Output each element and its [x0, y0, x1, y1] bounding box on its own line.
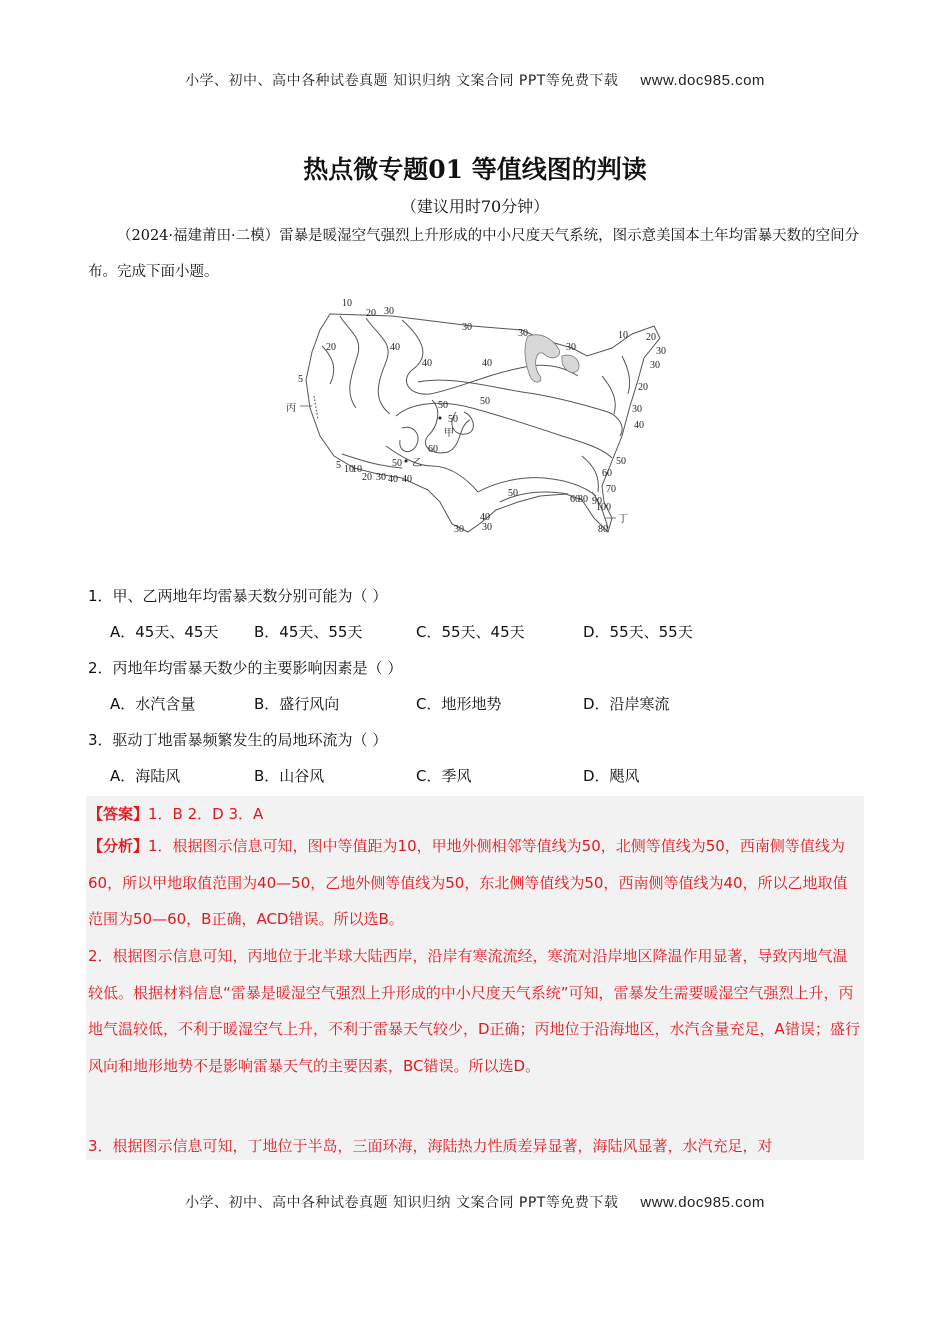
isoline-value-label: 10 [344, 464, 354, 475]
header-site-link[interactable]: www.doc985.com [640, 72, 765, 89]
isoline-value-label: 30 [650, 360, 660, 371]
q2-option-a[interactable]: A．水汽含量 [110, 695, 196, 713]
isoline-value-label: 60 [602, 468, 612, 479]
thunderstorm-isoline-map [282, 296, 682, 542]
isoline-value-label: 30 [482, 522, 492, 533]
isoline-value-label: 80 [598, 524, 608, 535]
q3-option-b[interactable]: B．山谷风 [254, 767, 325, 785]
isoline-value-label: 50 [616, 456, 626, 467]
page-footer [0, 1192, 950, 1212]
isoline-value-label: 5 [336, 460, 341, 471]
analysis-tag: 【分析】 [88, 837, 149, 855]
place-yi: 乙 [412, 458, 422, 469]
isoline [582, 456, 598, 492]
isoline-value-label: 20 [366, 308, 376, 319]
question-3-stem: 3．驱动丁地雷暴频繁发生的局地环流为（ ） [88, 731, 388, 749]
footer-text: 小学、初中、高中各种试卷真题 知识归纳 文案合同 PPT等免费下载 [185, 1195, 619, 1211]
great-lakes [525, 335, 560, 382]
place-ding: 丁 [618, 514, 628, 525]
isoline [366, 318, 390, 414]
isoline-value-label: 40 [422, 358, 432, 369]
analysis-p1 [88, 828, 862, 938]
q3-option-a[interactable]: A．海陆风 [110, 767, 181, 785]
isoline [340, 316, 359, 408]
analysis-text-1: 1．根据图示信息可知，图中等值距为10，甲地外侧相邻等值线为50，北侧等值线为50，西南侧等值线为60，所以甲地取值范围为40—50，乙地外侧等值线为50，东北侧等值线为50，西南侧等值线为40，所以乙地取值范围为50—60，B正确，ACD错误。所以选B。 [88, 837, 848, 928]
isoline-value-label: 40 [402, 474, 412, 485]
isoline-value-label: 30 [454, 524, 464, 535]
isoline-value-label: 30 [518, 328, 528, 339]
question-2-stem: 2．丙地年均雷暴天数少的主要影响因素是（ ） [88, 659, 403, 677]
isoline-value-label: 60 [570, 494, 580, 505]
isoline-value-label: 100 [596, 502, 611, 513]
isoline-value-label: 30 [566, 342, 576, 353]
footer-site-link[interactable]: www.doc985.com [640, 1194, 765, 1211]
question-2-options [110, 693, 870, 715]
analysis-p3: 3．根据图示信息可知，丁地位于半岛，三面环海，海陆热力性质差异显著，海陆风显著，水汽充足，对 [88, 1137, 773, 1155]
isoline-value-label: 50 [392, 458, 402, 469]
header-text: 小学、初中、高中各种试卷真题 知识归纳 文案合同 PPT等免费下载 [185, 73, 619, 89]
q1-option-b[interactable]: B．45天、55天 [254, 623, 363, 641]
q2-option-c[interactable]: C．地形地势 [416, 695, 502, 713]
question-intro: （2024·福建莆田·二模）雷暴是暖湿空气强烈上升形成的中小尺度天气系统，图示意美国本土年均雷暴天数的空间分布。完成下面小题。 [88, 228, 860, 280]
us-map-svg [282, 296, 682, 542]
page-header [0, 70, 950, 90]
answer-text: 1．B 2．D 3．A [148, 805, 264, 823]
isoline-value-label: 30 [656, 346, 666, 357]
question-1-stem: 1．甲、乙两地年均雷暴天数分别可能为（ ） [88, 587, 388, 605]
isoline-value-label: 40 [482, 358, 492, 369]
isoline-value-label: 40 [634, 420, 644, 431]
place-bing: 丙 [286, 403, 296, 414]
q3-option-d[interactable]: D．飓风 [583, 767, 640, 785]
isoline [622, 356, 630, 394]
isoline-value-label: 50 [438, 400, 448, 411]
q2-option-d[interactable]: D．沿岸寒流 [583, 695, 670, 713]
q1-option-c[interactable]: C．55天、45天 [416, 623, 525, 641]
q1-option-d[interactable]: D．55天、55天 [583, 623, 693, 641]
isoline-value-label: 60 [428, 444, 438, 455]
isoline-value-label: 80 [578, 494, 588, 505]
isoline-value-label: 10 [352, 464, 362, 475]
isoline-value-label: 30 [462, 322, 472, 333]
isoline-value-label: 50 [480, 396, 490, 407]
isoline-value-label: 30 [384, 306, 394, 317]
answer-tag: 【答案】 [88, 805, 149, 823]
page-title: 热点微专题01 等值线图的判读 [303, 155, 647, 184]
isoline-value-label: 10 [618, 330, 628, 341]
isoline-value-label: 40 [390, 342, 400, 353]
isoline-value-label: 5 [298, 374, 303, 385]
isoline-value-label: 10 [342, 298, 352, 309]
isoline-value-label: 20 [362, 472, 372, 483]
isoline-value-label: 20 [326, 342, 336, 353]
analysis-p2: 2．根据图示信息可知，丙地位于北半球大陆西岸，沿岸有寒流流经，寒流对沿岸地区降温作用显著，导致丙地气温较低。根据材料信息“雷暴是暖湿空气强烈上升形成的中小尺度天气系统”可知，雷暴发生需要暖湿空气强烈上升，丙地气温较低，不利于暖湿空气上升，不利于雷暴天气较少，D正确；丙地位于沿海地区，水汽含量充足，A错误；盛行风向和地形地势不是影响雷暴天气的主要因素，BC错误。所以选D。 [88, 947, 860, 1075]
isoline [400, 427, 418, 451]
isoline-value-label: 40 [480, 512, 490, 523]
isoline-value-label: 20 [638, 382, 648, 393]
isoline-value-label: 30 [632, 404, 642, 415]
question-1-options [110, 621, 870, 643]
page-subtitle: （建议用时70分钟） [400, 197, 550, 216]
isoline-value-label: 40 [388, 474, 398, 485]
isoline-value-label: 50 [448, 414, 458, 425]
isoline-value-label: 30 [376, 472, 386, 483]
isoline-value-label: 20 [646, 332, 656, 343]
isoline-value-label: 90 [592, 496, 602, 507]
place-jia: 甲 [444, 428, 454, 439]
isoline [602, 376, 615, 414]
q3-option-c[interactable]: C．季风 [416, 767, 472, 785]
q1-option-a[interactable]: A．45天、45天 [110, 623, 219, 641]
question-3-options [110, 765, 870, 787]
isoline-value-label: 50 [508, 488, 518, 499]
coastal-dots [314, 396, 318, 420]
isoline-value-label: 70 [606, 484, 616, 495]
q2-option-b[interactable]: B．盛行风向 [254, 695, 340, 713]
